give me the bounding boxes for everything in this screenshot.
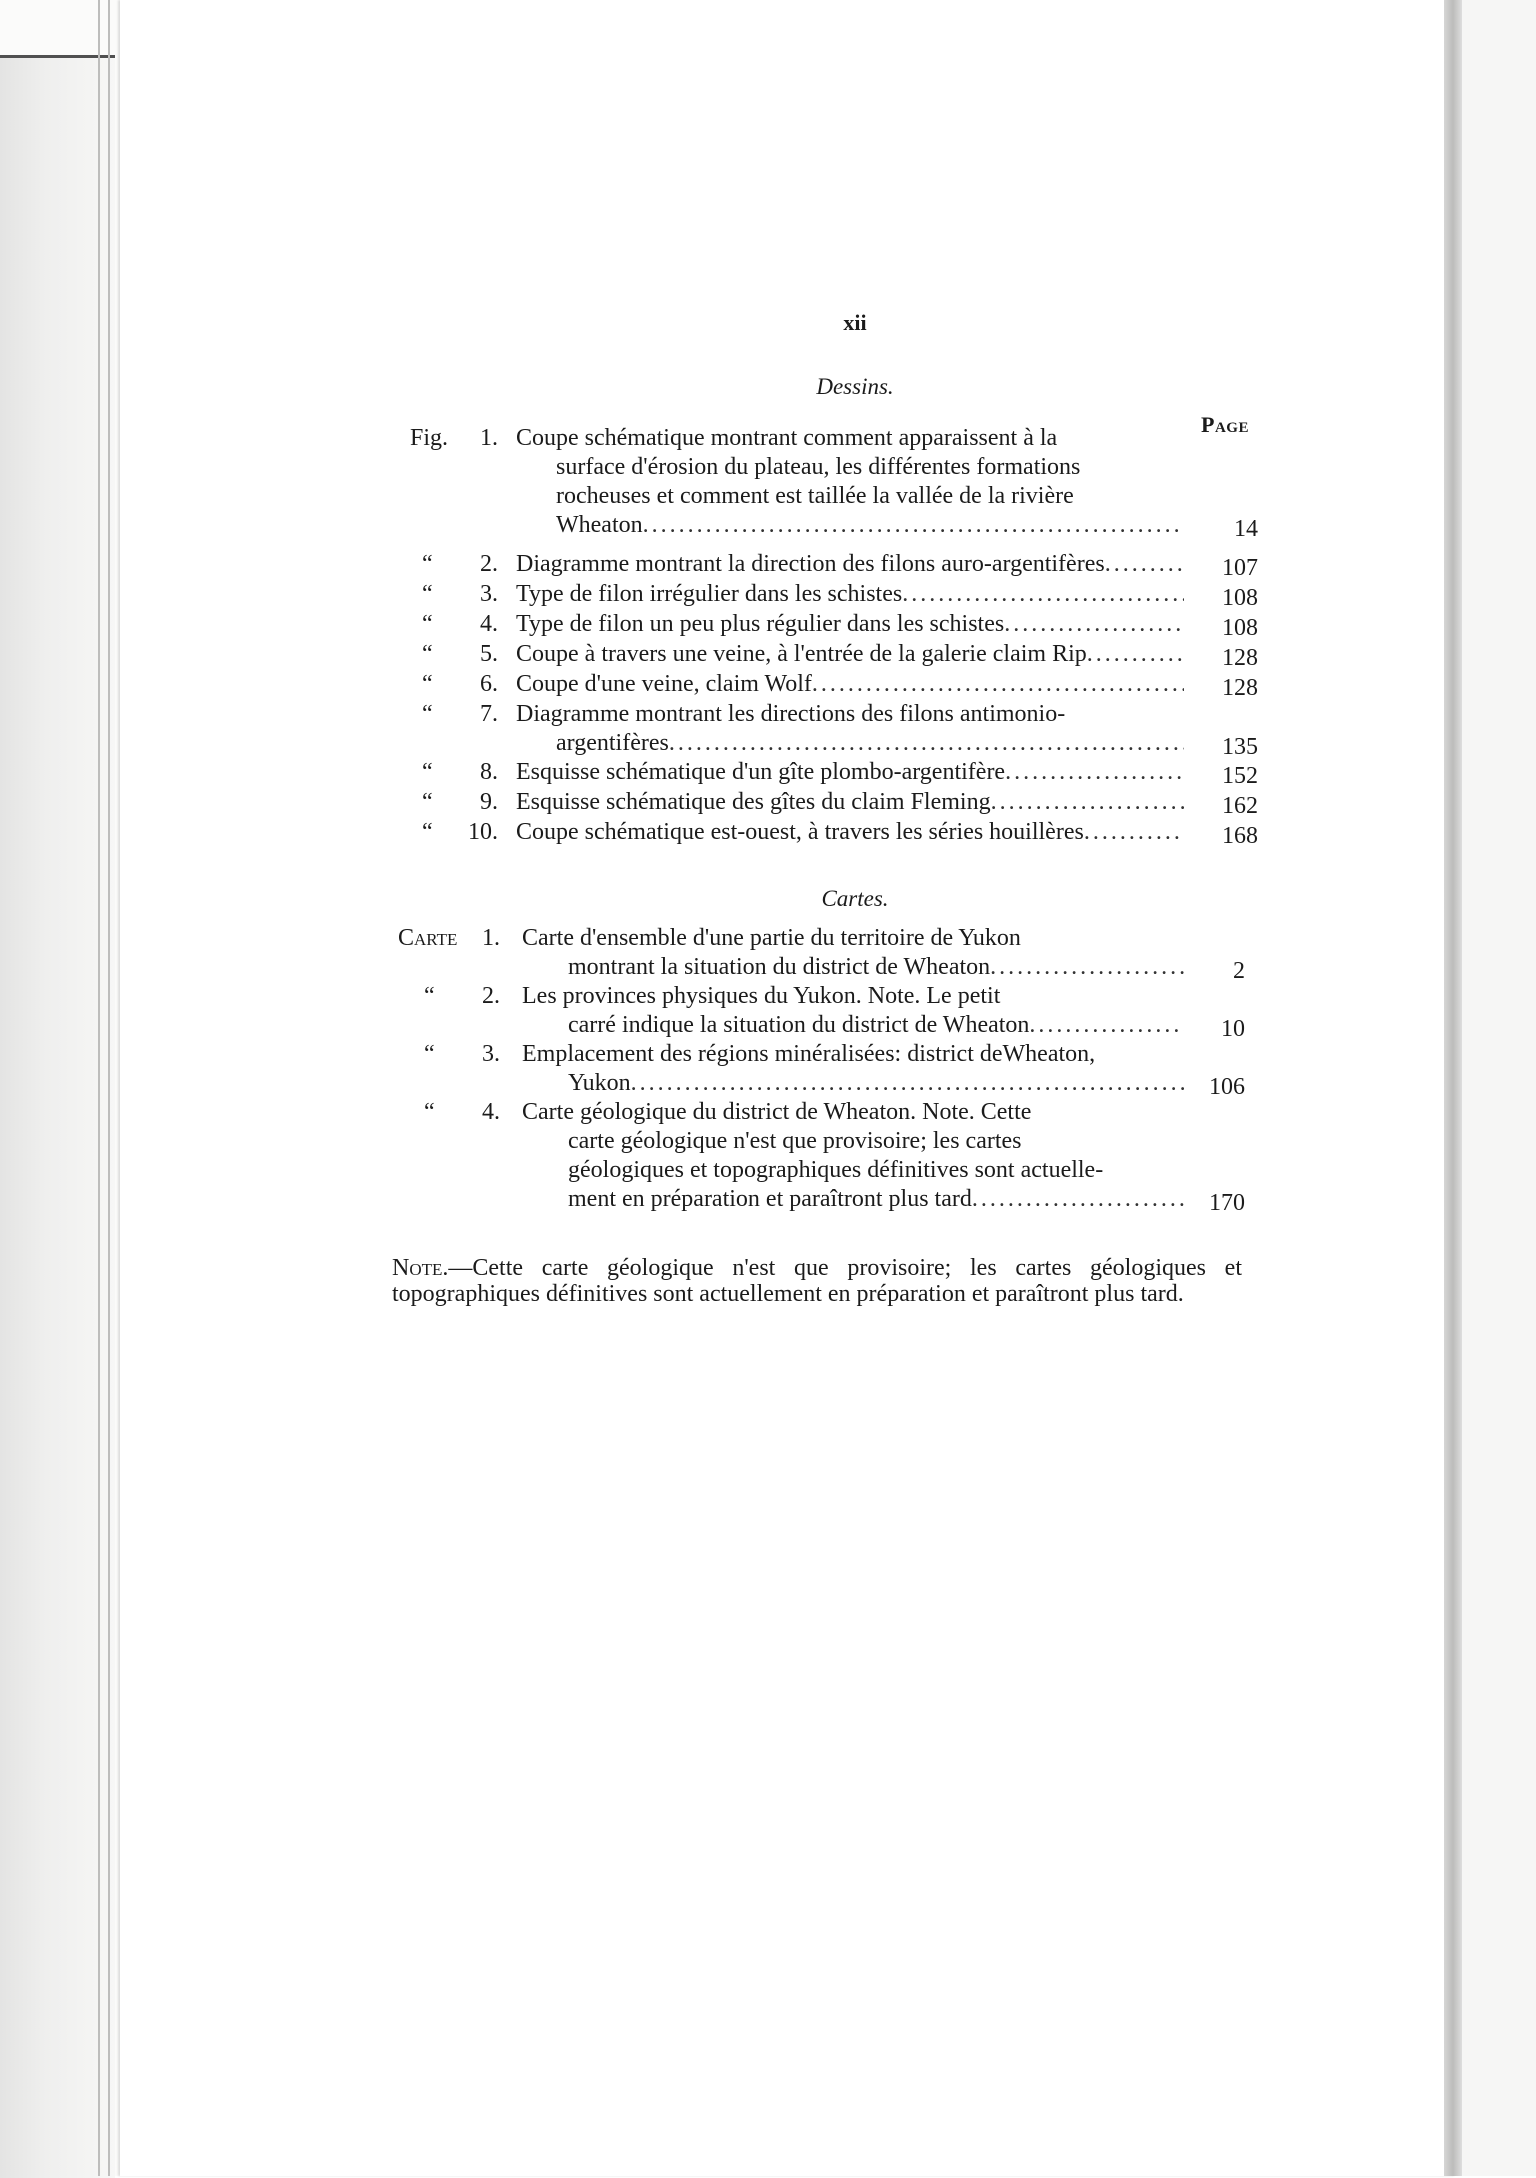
leader-dots	[631, 1070, 1184, 1096]
toc-entry-title	[522, 924, 1184, 982]
toc-entry-page: 135	[1222, 734, 1258, 760]
toc-entry-title	[516, 758, 1184, 787]
toc-entry-number: 4.	[480, 611, 498, 637]
leader-dots	[1084, 819, 1184, 845]
toc-entry-line-text: Esquisse schématique d'un gîte plombo-argentifère	[516, 759, 1006, 785]
toc-entry-page: 10	[1221, 1016, 1245, 1042]
toc-entry-line: rocheuses et comment est taillée la vallée de la rivière	[556, 483, 1074, 509]
toc-entry-number: 1.	[480, 425, 498, 451]
toc-entry-line-text: Coupe d'une veine, claim Wolf	[516, 671, 812, 697]
toc-entry-page: 128	[1222, 645, 1258, 671]
toc-entry-line: carte géologique n'est que provisoire; les cartes	[568, 1128, 1022, 1154]
page-column-header: Page	[1201, 412, 1249, 437]
toc-entry-page: 168	[1222, 823, 1258, 849]
toc-entry-line	[516, 640, 1184, 669]
leader-dots	[1005, 759, 1184, 785]
toc-entry-number: 4.	[482, 1099, 500, 1125]
toc-entry-line-text: Type de filon un peu plus régulier dans les schistes	[516, 611, 1005, 637]
toc-entry-line	[516, 610, 1184, 639]
toc-entry-line: géologiques et topographiques définitives sont actuelle-	[568, 1157, 1104, 1183]
toc-entry-page: 152	[1222, 763, 1258, 789]
toc-entry-prefix: “	[422, 671, 433, 697]
toc-entry-prefix: “	[422, 551, 433, 577]
toc-entry-number: 3.	[482, 1041, 500, 1067]
toc-entry-line: Carte géologique du district de Wheaton. Note. Cette	[522, 1099, 1032, 1125]
toc-entry-prefix: “	[422, 641, 433, 667]
toc-entry-line-text: carré indique la situation du district de Wheaton	[568, 1012, 1030, 1038]
toc-entry-title	[516, 580, 1184, 609]
toc-entry-number: 6.	[480, 671, 498, 697]
toc-entry-line: Carte d'ensemble d'une partie du territoire de Yukon	[522, 925, 1021, 951]
toc-entry-title	[516, 818, 1184, 847]
toc-entry-number: 8.	[480, 759, 498, 785]
toc-entry-page: 162	[1222, 793, 1258, 819]
toc-entry-title	[516, 610, 1184, 639]
toc-entry-number: 7.	[480, 701, 498, 727]
toc-entry-title	[516, 670, 1184, 699]
toc-entry-title	[522, 1040, 1184, 1098]
leader-dots	[902, 581, 1184, 607]
toc-entry-line	[568, 1069, 1184, 1098]
toc-entry-line-text: Coupe à travers une veine, à l'entrée de la galerie claim Rip	[516, 641, 1087, 667]
toc-entry-prefix: “	[424, 983, 435, 1009]
toc-entry-number: 3.	[480, 581, 498, 607]
toc-entry-title	[516, 700, 1184, 758]
toc-entry-title	[516, 424, 1184, 540]
leader-dots	[669, 730, 1184, 756]
toc-entry-line	[516, 758, 1184, 787]
toc-entry-line	[516, 550, 1184, 579]
toc-entry-prefix: “	[422, 819, 433, 845]
leader-dots	[643, 512, 1184, 538]
toc-entry-title	[516, 640, 1184, 669]
section-title-drawings: Dessins.	[816, 374, 894, 399]
toc-entry-prefix: “	[424, 1099, 435, 1125]
toc-entry-line-text: Wheaton	[556, 512, 643, 538]
footnote-label: Note.	[392, 1255, 449, 1281]
toc-entry-prefix: “	[422, 581, 433, 607]
leader-dots	[1087, 641, 1184, 667]
leader-dots	[991, 789, 1184, 815]
toc-entry-line	[568, 1185, 1184, 1214]
footnote-text: —Cette carte géologique n'est que provisoire; les cartes géologiques et topographiques définitives sont actuellement en préparation et paraîtront plus tard.	[392, 1255, 1242, 1307]
toc-entry-prefix: “	[422, 789, 433, 815]
toc-entry-page: 14	[1234, 516, 1258, 542]
toc-entry-line	[516, 580, 1184, 609]
toc-entry-line-text: ment en préparation et paraîtront plus tard	[568, 1186, 972, 1212]
toc-entry-page: 106	[1209, 1074, 1245, 1100]
toc-entry-prefix: “	[422, 701, 433, 727]
toc-entry-page: 108	[1222, 585, 1258, 611]
toc-entry-line-text: Yukon	[568, 1070, 631, 1096]
toc-entry-prefix: “	[422, 759, 433, 785]
toc-entry-line	[516, 818, 1184, 847]
leader-dots	[972, 1186, 1184, 1212]
toc-entry-title	[522, 1098, 1184, 1214]
toc-entry-line: Coupe schématique montrant comment apparaissent à la	[516, 425, 1058, 451]
toc-entry-prefix: Carte	[398, 925, 458, 951]
toc-entry-page: 108	[1222, 615, 1258, 641]
leader-dots	[1004, 611, 1184, 637]
toc-entry-page: 128	[1222, 675, 1258, 701]
toc-entry-line	[568, 1011, 1184, 1040]
toc-entry-prefix: “	[422, 611, 433, 637]
toc-entry-line	[556, 729, 1184, 758]
toc-entry-line: Diagramme montrant les directions des filons antimonio-	[516, 701, 1066, 727]
toc-entry-number: 2.	[480, 551, 498, 577]
toc-entry-title	[522, 982, 1184, 1040]
toc-entry-prefix: Fig.	[410, 425, 449, 451]
toc-entry-line: surface d'érosion du plateau, les différentes formations	[556, 454, 1081, 480]
toc-entry-line-text: montrant la situation du district de Wheaton	[568, 954, 991, 980]
footnote	[392, 1255, 1242, 1307]
toc-entry-title	[516, 550, 1184, 579]
toc-entry-line-text: Coupe schématique est-ouest, à travers les séries houillères	[516, 819, 1084, 845]
toc-entry-prefix: “	[424, 1041, 435, 1067]
toc-entry-page: 107	[1222, 555, 1258, 581]
toc-entry-number: 1.	[482, 925, 500, 951]
toc-entry-page: 170	[1209, 1190, 1245, 1216]
toc-entry-line: Emplacement des régions minéralisées: district deWheaton,	[522, 1041, 1096, 1067]
toc-entry-line-text: Esquisse schématique des gîtes du claim Fleming	[516, 789, 991, 815]
leader-dots	[812, 671, 1184, 697]
toc-entry-line	[556, 511, 1184, 540]
toc-entry-number: 10.	[468, 819, 498, 845]
toc-entry-line-text: Type de filon irrégulier dans les schistes	[516, 581, 903, 607]
leader-dots	[1029, 1012, 1184, 1038]
leader-dots	[1105, 551, 1184, 577]
toc-entry-number: 2.	[482, 983, 500, 1009]
toc-entry-number: 5.	[480, 641, 498, 667]
toc-entry-line	[516, 670, 1184, 699]
toc-entry-line-text: Diagramme montrant la direction des filons auro-argentifères	[516, 551, 1105, 577]
toc-entry-line: Les provinces physiques du Yukon. Note. Le petit	[522, 983, 1001, 1009]
page-number: xii	[843, 310, 867, 335]
toc-entry-line	[568, 953, 1184, 982]
toc-entry-number: 9.	[480, 789, 498, 815]
toc-entry-page: 2	[1233, 958, 1245, 984]
leader-dots	[990, 954, 1184, 980]
section-title-maps: Cartes.	[821, 886, 889, 911]
toc-entry-title	[516, 788, 1184, 817]
toc-entry-line-text: argentifères	[556, 730, 669, 756]
toc-entry-line	[516, 788, 1184, 817]
